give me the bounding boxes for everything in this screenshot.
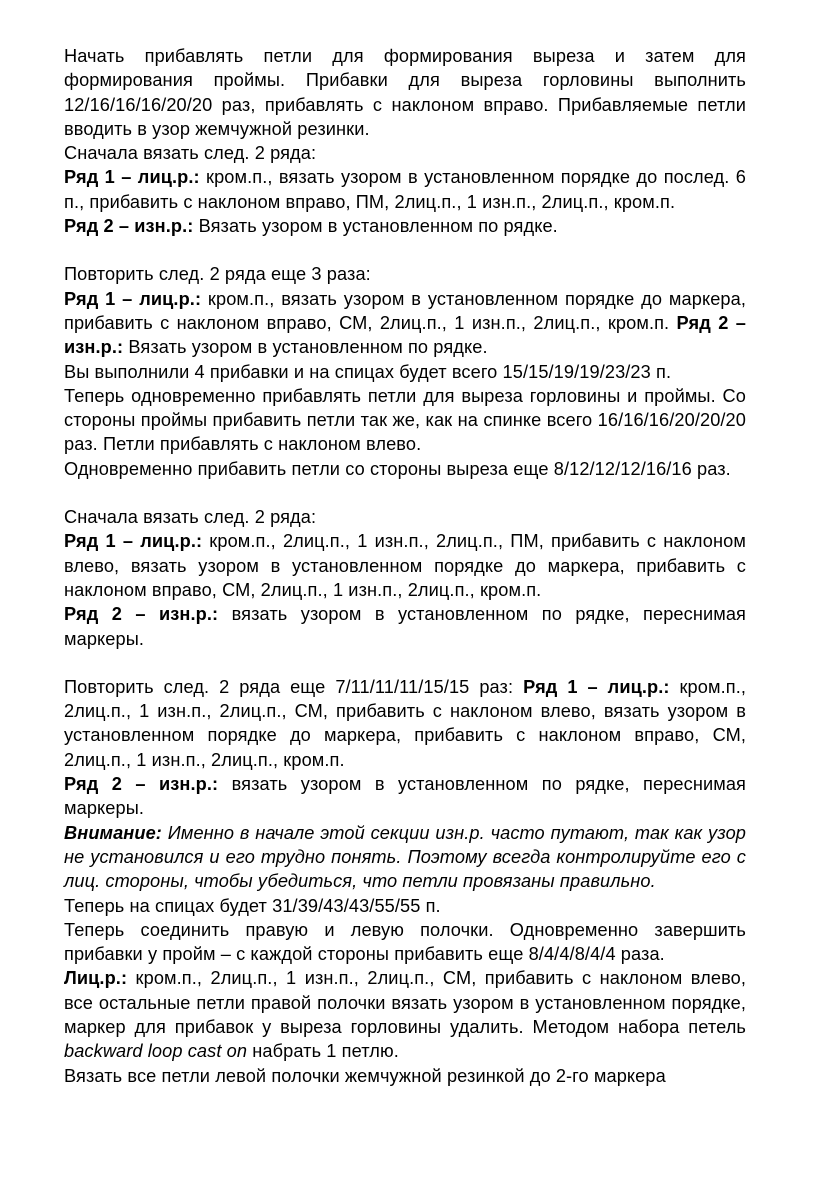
row-label: Ряд 1 – лиц.р.: xyxy=(64,288,202,309)
paragraph-repeat-rows xyxy=(64,287,746,360)
paragraph-second-rows-heading: Сначала вязать след. 2 ряда: xyxy=(64,507,317,528)
paragraph-row1-rs-b xyxy=(64,529,746,602)
row-instruction: кром.п., 2лиц.п., 1 изн.п., 2лиц.п., ПМ, прибавить с наклоном влево, вязать узором в установленном порядке до маркера, прибавить с наклоном вправо, СМ, 2лиц.п., 1 изн.п., 2лиц.п., кром.п. xyxy=(64,531,746,600)
row-label: Ряд 2 – изн.р.: xyxy=(64,216,194,237)
paragraph-neckline-increases: Одновременно прибавить петли со стороны выреза еще 8/12/12/12/16/16 раз. xyxy=(64,458,731,479)
paragraph-row2-ws-c xyxy=(64,772,746,821)
paragraph-gap xyxy=(64,481,746,505)
paragraph-intro: Начать прибавлять петли для формирования выреза и затем для формирования проймы. Прибавки для выреза горловины выполнить 12/16/16/16/20/20 раз, прибавлять с наклоном вправо. Прибавляемые петли вводить в узор жемчужной резинки. xyxy=(64,46,746,139)
row-instruction: Вязать узором в установленном по рядке. xyxy=(123,337,488,358)
document-text xyxy=(64,44,746,1088)
row-label: Лиц.р.: xyxy=(64,968,128,989)
paragraph-gap xyxy=(64,238,746,262)
row-instruction: Вязать узором в установленном по рядке. xyxy=(193,216,558,237)
attention-label: Внимание: xyxy=(64,822,162,843)
paragraph-join-fronts: Теперь соединить правую и левую полочки. Одновременно завершить прибавки у пройм – с каждой стороны прибавить еще 8/4/4/8/4/4 раза. xyxy=(64,919,746,965)
row-label: Ряд 2 – изн.р.: xyxy=(64,774,219,795)
paragraph-repeat-heading: Повторить след. 2 ряда еще 3 раза: xyxy=(64,264,371,285)
row-instruction: вязать узором в установленном по рядке, переснимая маркеры. xyxy=(64,604,746,649)
row-label: Ряд 1 – лиц.р.: xyxy=(64,167,200,188)
row-label: Ряд 2 – изн.р.: xyxy=(64,604,219,625)
technique-term: backward loop cast on xyxy=(64,1041,248,1062)
repeat-instruction: Повторить след. 2 ряда еще 7/11/11/11/15/15 раз: xyxy=(64,676,524,697)
paragraph-stitch-count: Вы выполнили 4 прибавки и на спицах будет всего 15/15/19/19/23/23 п. xyxy=(64,361,672,382)
paragraph-repeat-rows-b xyxy=(64,675,746,772)
attention-text: Именно в начале этой секции изн.р. часто путают, так как узор не установился и его трудно понять. Поэтому всегда контролируйте его с лиц. стороны, чтобы убедиться, что петли провязаны правильно. xyxy=(64,822,746,892)
row-instruction: вязать узором в установленном по рядке, переснимая маркеры. xyxy=(64,774,746,819)
row-label: Ряд 1 – лиц.р.: xyxy=(523,676,670,697)
paragraph-simultaneous-increases: Теперь одновременно прибавлять петли для выреза горловины и проймы. Со стороны проймы прибавить петли так же, как на спинке всего 16/16/16/20/20/20 раз. Петли прибавлять с наклоном влево. xyxy=(64,385,746,455)
paragraph-row2-ws xyxy=(64,214,746,238)
paragraph-rs-row-join xyxy=(64,966,746,1063)
paragraph-row1-rs xyxy=(64,165,746,214)
paragraph-total-stitches: Теперь на спицах будет 31/39/43/43/55/55 п. xyxy=(64,895,441,916)
paragraph-left-front: Вязать все петли левой полочки жемчужной резинкой до 2-го маркера xyxy=(64,1065,666,1086)
paragraph-gap xyxy=(64,651,746,675)
paragraph-row2-ws-b xyxy=(64,602,746,651)
row-instruction: кром.п., вязать узором в установленном порядке до маркера, прибавить с наклоном вправо, СМ, 2лиц.п., 1 изн.п., 2лиц.п., кром.п. xyxy=(64,288,747,333)
paragraph-attention-note xyxy=(64,821,746,894)
row-label: Ряд 2 – изн.р.: xyxy=(64,312,746,358)
row-label: Ряд 1 – лиц.р.: xyxy=(64,531,203,552)
row-instruction: кром.п., 2лиц.п., 1 изн.п., 2лиц.п., СМ, прибавить с наклоном влево, вязать узором в установленном порядке до маркера, прибавить с наклоном вправо, СМ, 2лиц.п., 1 изн.п., 2лиц.п., кром.п. xyxy=(64,676,746,770)
row-instruction: кром.п., вязать узором в установленном порядке до послед. 6 п., прибавить с наклоном вправо, ПМ, 2лиц.п., 1 изн.п., 2лиц.п., кром.п. xyxy=(64,167,746,212)
row-instruction: кром.п., 2лиц.п., 1 изн.п., 2лиц.п., СМ, прибавить с наклоном влево, все остальные петли правой полочки вязать узором в установленном порядке, маркер для прибавок у выреза горловины удалить. Методом набора петель xyxy=(64,968,746,1037)
paragraph-first-rows-heading: Сначала вязать след. 2 ряда: xyxy=(64,143,317,164)
row-instruction: набрать 1 петлю. xyxy=(247,1041,399,1062)
